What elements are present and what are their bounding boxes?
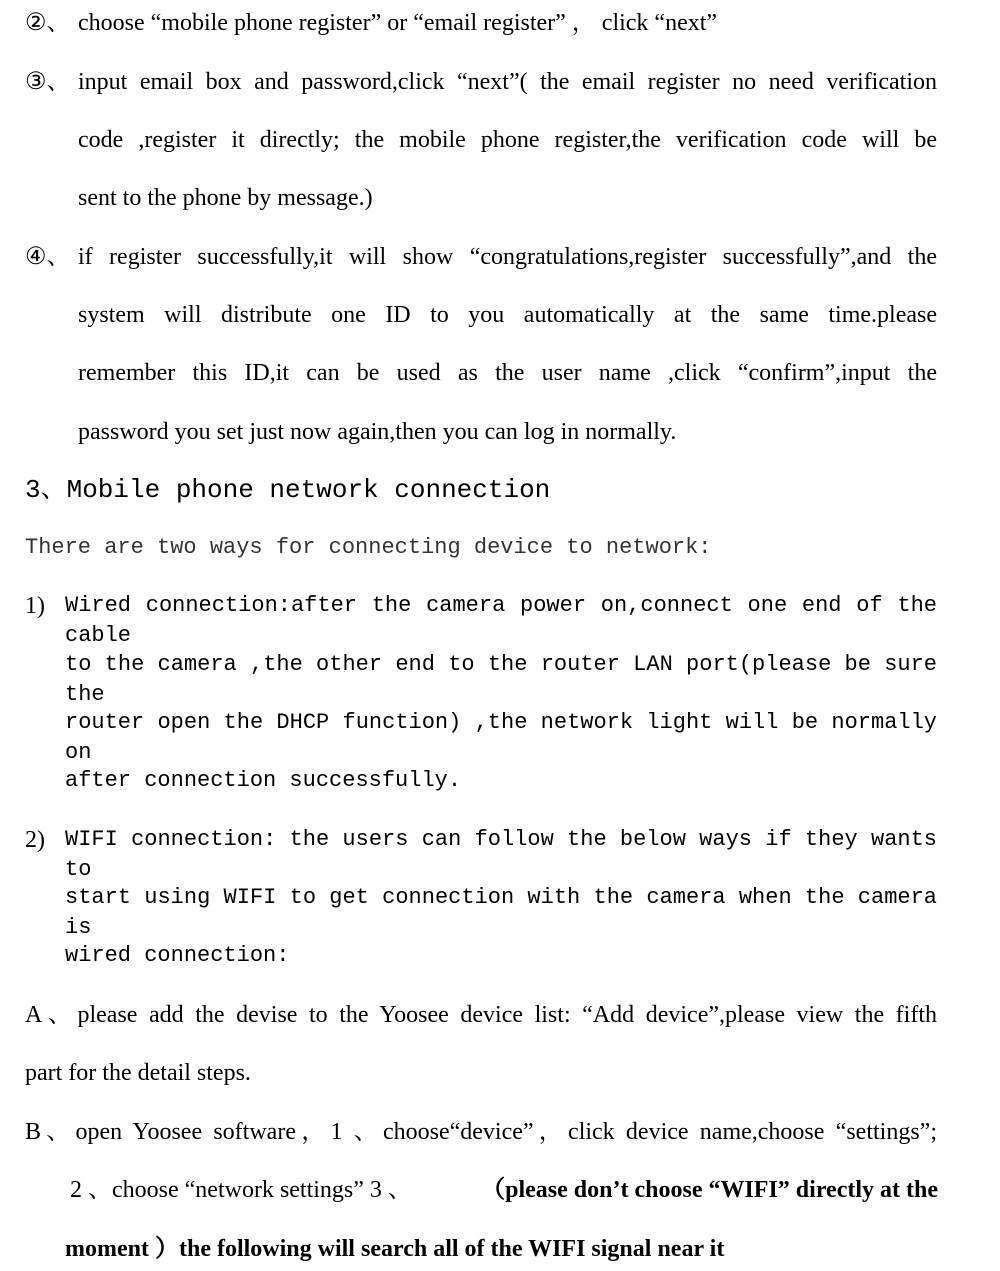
part-b-line2-plain: 2 、choose “network settings” 3 、: [70, 1177, 412, 1203]
wifi-line1: WIFI connection: the users can follow the below ways if they wants to: [65, 827, 937, 882]
step4-line4: password you set just now again,then you can log in normally.: [78, 419, 677, 445]
step3-line2: code ,register it directly; the mobile phone register,the verification code will be: [78, 127, 937, 153]
step4-line2: system will distribute one ID to you automatically at the same time.please: [78, 302, 937, 328]
wired-line2: to the camera ,the other end to the router LAN port(please be sure the: [65, 652, 937, 707]
step2-text: choose “mobile phone register” or “email register” ， click “next”: [78, 10, 718, 36]
wired-line4: after connection successfully.: [65, 768, 462, 793]
step4-line3: remember this ID,it can be used as the user name ,click “confirm”,input the: [78, 360, 937, 386]
part-b-line2-bold: （please don’t choose “WIFI” directly at the: [481, 1177, 938, 1203]
part-b-line1: B、open Yoosee software，1 、choose“device”，click device name,choose “settings”;: [25, 1119, 937, 1145]
wifi-line2: start using WIFI to get connection with the camera when the camera is: [65, 885, 937, 940]
step4-marker: ④、: [25, 244, 71, 270]
step3-line1: input email box and password,click “next”( the email register no need verification: [78, 69, 937, 95]
wifi-number: 2): [25, 827, 45, 853]
step3-marker: ③、: [25, 69, 71, 95]
section-heading: 3、Mobile phone network connection: [25, 475, 551, 505]
step4-line1: if register successfully,it will show “congratulations,register successfully”,and the: [78, 244, 937, 270]
wifi-line3: wired connection:: [65, 943, 290, 968]
part-b-line3: moment ）the following will search all of the WIFI signal near it: [65, 1236, 725, 1262]
step3-line3: sent to the phone by message.): [78, 185, 373, 211]
wired-number: 1): [25, 593, 45, 619]
part-b-line2: [70, 1175, 938, 1205]
step2-marker: ②、: [25, 10, 71, 36]
part-a-line1: A、please add the devise to the Yoosee device list: “Add device”,please view the fifth: [25, 1002, 937, 1028]
part-a-line2: part for the detail steps.: [25, 1060, 251, 1086]
wired-line1: Wired connection:after the camera power on,connect one end of the cable: [65, 593, 937, 648]
section-intro: There are two ways for connecting device to network:: [25, 535, 712, 560]
wired-line3: router open the DHCP function) ,the network light will be normally on: [65, 710, 937, 765]
